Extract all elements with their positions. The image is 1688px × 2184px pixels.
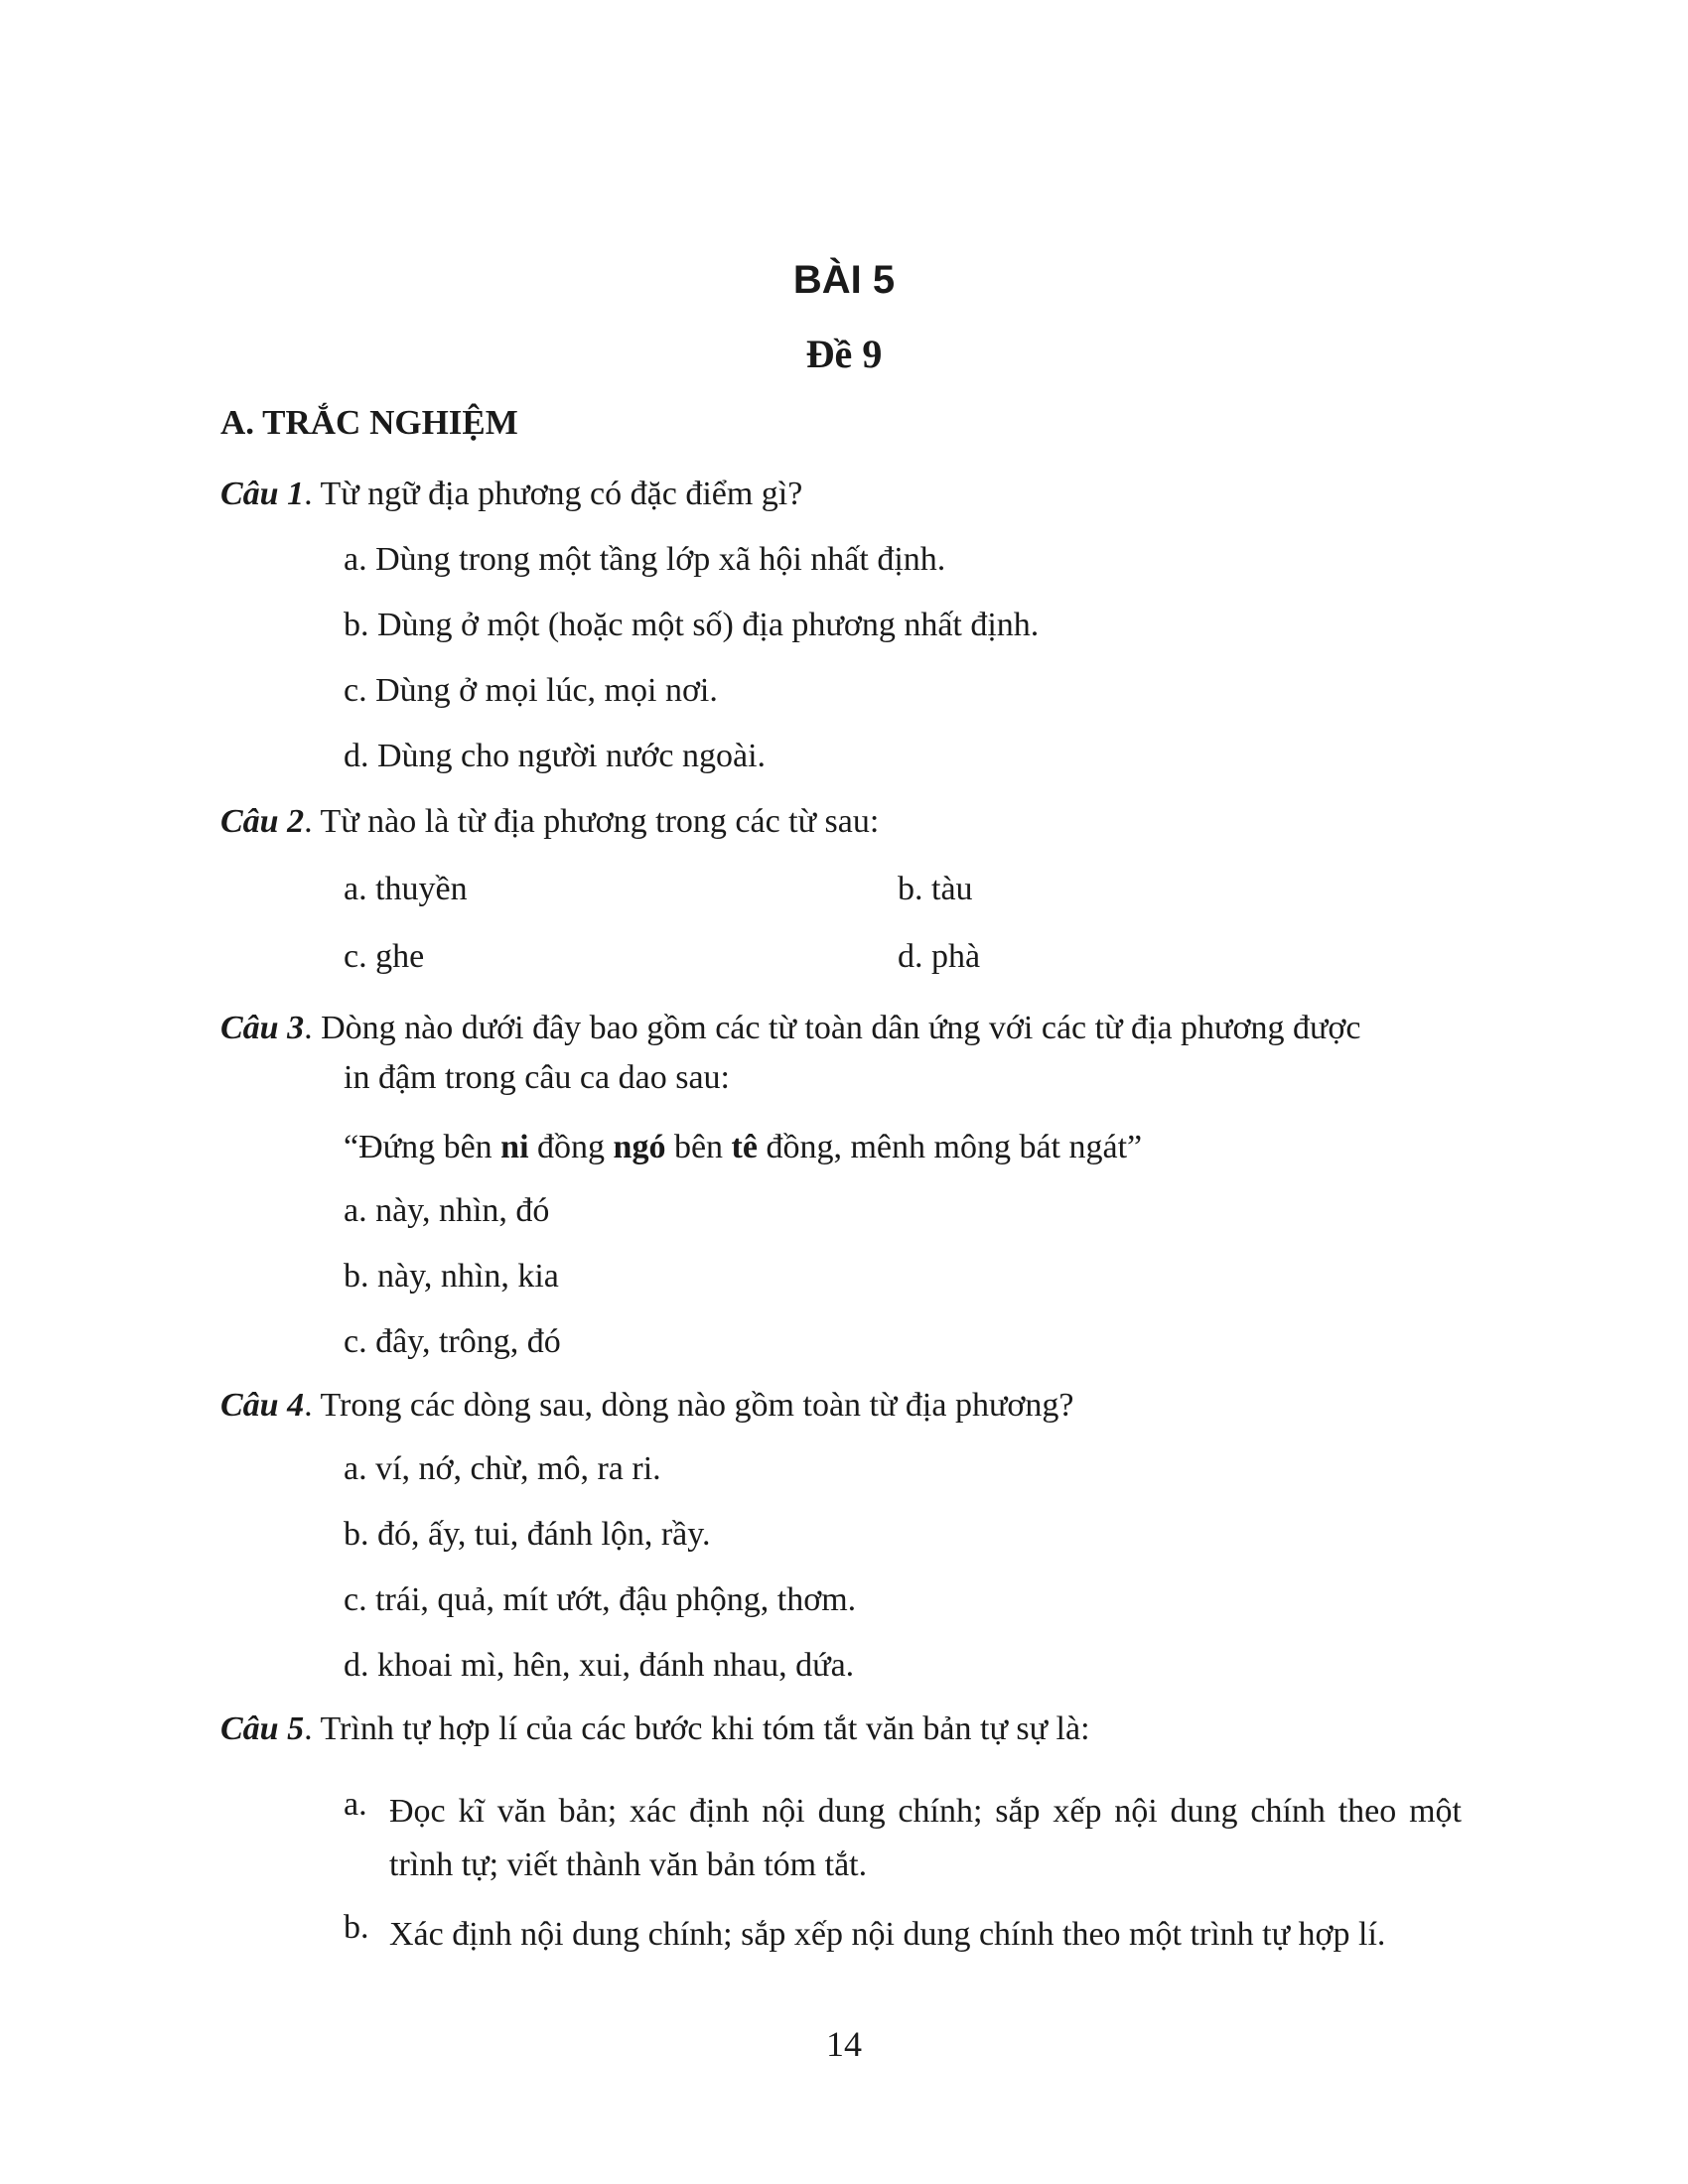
quote-bold-word: ni	[500, 1129, 529, 1165]
q3-option-b: b. này, nhìn, kia	[344, 1258, 559, 1295]
test-title: Đề 9	[805, 332, 883, 376]
question-5-text: . Trình tự hợp lí của các bước khi tóm tắt văn bản tự sự là:	[304, 1710, 1090, 1747]
question-3	[220, 1009, 1360, 1048]
q2-option-b: b. tàu	[898, 871, 973, 907]
section-heading-a: A. TRẮC NGHIỆM	[220, 403, 518, 442]
quote-part: đồng	[528, 1129, 614, 1165]
q5-option-a-text: Đọc kĩ văn bản; xác định nội dung chính; sắp xếp nội dung chính theo một trình tự; viết thành văn bản tóm tắt.	[389, 1793, 1462, 1883]
q3-quote	[344, 1128, 1142, 1167]
question-4-text: . Trong các dòng sau, dòng nào gồm toàn từ địa phương?	[304, 1387, 1074, 1424]
q1-option-b: b. Dùng ở một (hoặc một số) địa phương nhất định.	[344, 607, 1040, 643]
q4-option-a: a. ví, nớ, chừ, mô, ra ri.	[344, 1450, 661, 1487]
question-4	[220, 1386, 1073, 1426]
question-5	[220, 1709, 1090, 1749]
question-3-text-line2: in đậm trong câu ca dao sau:	[344, 1059, 730, 1096]
question-2-text: . Từ nào là từ địa phương trong các từ sau:	[304, 803, 880, 840]
question-1-text: . Từ ngữ địa phương có đặc điểm gì?	[304, 476, 803, 512]
question-2	[220, 802, 879, 842]
q4-option-d: d. khoai mì, hên, xui, đánh nhau, dứa.	[344, 1647, 855, 1684]
q5-option-a-letter: a.	[344, 1786, 367, 1823]
lesson-title: BÀI 5	[792, 258, 896, 302]
quote-part: bên	[665, 1129, 732, 1165]
q5-option-b-letter: b.	[344, 1909, 369, 1946]
q1-option-d: d. Dùng cho người nước ngoài.	[344, 738, 767, 774]
q2-option-a: a. thuyền	[344, 871, 468, 907]
question-3-label: Câu 3	[220, 1010, 305, 1046]
question-3-text-line1: . Dòng nào dưới đây bao gồm các từ toàn dân ứng với các từ địa phương được	[304, 1010, 1361, 1046]
question-1-label: Câu 1	[220, 476, 305, 512]
quote-bold-word: tê	[731, 1129, 758, 1165]
q2-option-d: d. phà	[898, 938, 981, 975]
q4-option-b: b. đó, ấy, tui, đánh lộn, rầy.	[344, 1516, 711, 1553]
question-5-label: Câu 5	[220, 1710, 305, 1747]
q5-option-b-text: Xác định nội dung chính; sắp xếp nội dung chính theo một trình tự hợp lí.	[389, 1916, 1386, 1953]
q4-option-c: c. trái, quả, mít ướt, đậu phộng, thơm.	[344, 1581, 857, 1618]
quote-part: đồng, mênh mông bát ngát”	[757, 1129, 1143, 1165]
q1-option-c: c. Dùng ở mọi lúc, mọi nơi.	[344, 672, 718, 709]
question-4-label: Câu 4	[220, 1387, 305, 1424]
quote-part: “Đứng bên	[344, 1129, 501, 1165]
q1-option-a: a. Dùng trong một tầng lớp xã hội nhất định.	[344, 541, 946, 578]
question-2-label: Câu 2	[220, 803, 305, 840]
q3-option-a: a. này, nhìn, đó	[344, 1192, 550, 1229]
question-1	[220, 475, 802, 514]
q2-option-c: c. ghe	[344, 938, 425, 975]
quote-bold-word: ngó	[613, 1129, 666, 1165]
q3-option-c: c. đây, trông, đó	[344, 1323, 561, 1360]
page-number: 14	[826, 2024, 862, 2064]
